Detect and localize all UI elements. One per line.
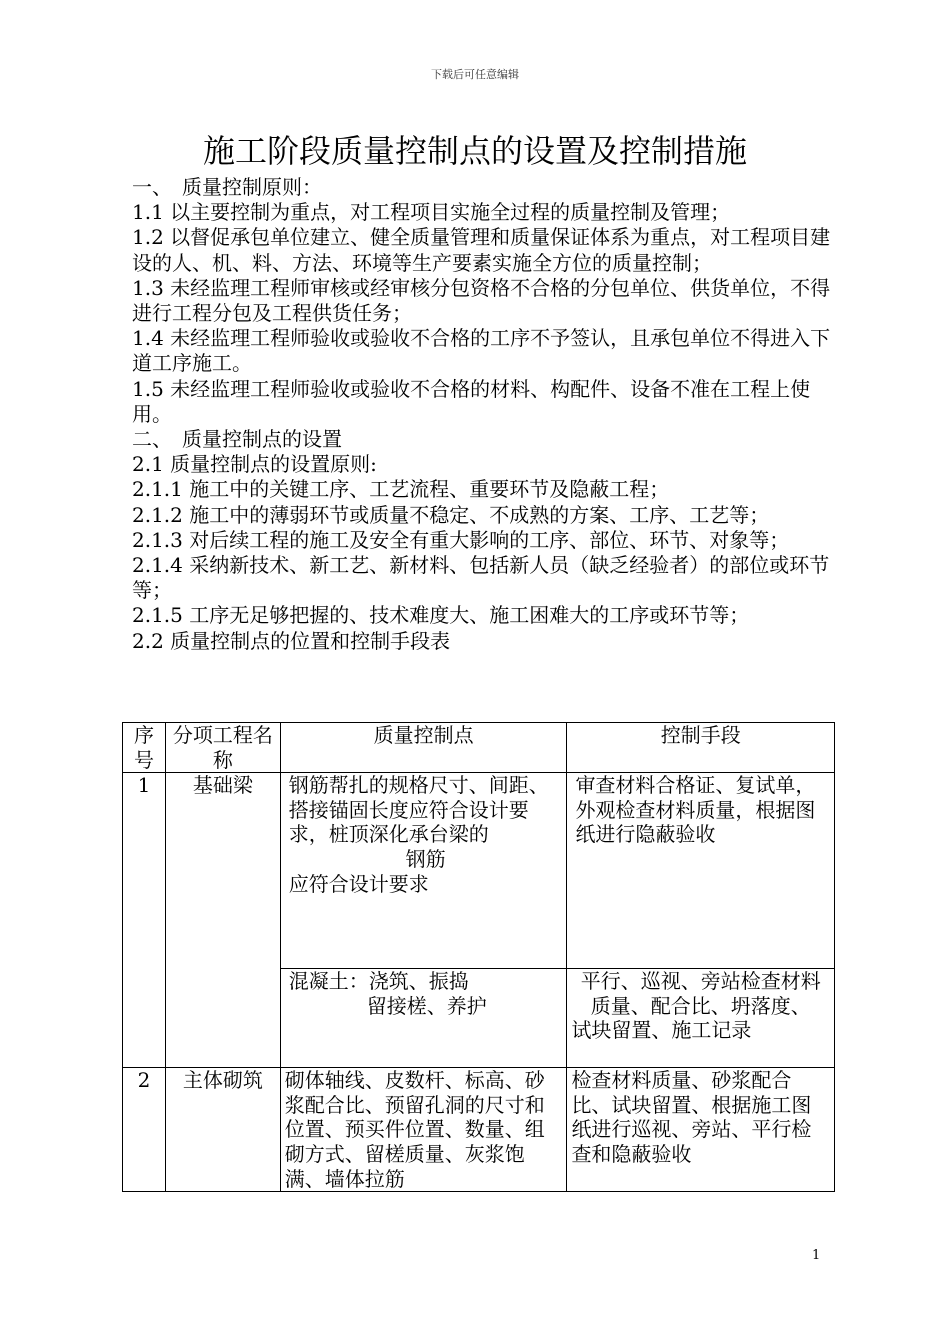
quality-control-table [122, 722, 835, 1192]
control-point-cell: 砌体轴线、皮数杆、标高、砂浆配合比、预留孔洞的尺寸和位置、预买件位置、数量、组砌方式、留槎质量、灰浆饱满、墙体拉筋 [280, 1068, 567, 1192]
paragraph: 2.1.5 工序无足够把握的、技术难度大、施工困难大的工序或环节等； [132, 603, 750, 628]
table-header-row [123, 723, 835, 773]
paragraph: 2.1.3 对后续工程的施工及安全有重大影响的工序、部位、环节、对象等； [132, 527, 790, 552]
control-means-cell [567, 969, 835, 1068]
paragraph: 1.5 未经监理工程师验收或验收不合格的材料、构配件、设备不准在工程上使用。 [132, 376, 811, 426]
paragraph: 2.1.4 采纳新技术、新工艺、新材料、包括新人员（缺乏经验者）的部位或环节等； [132, 553, 830, 603]
control-point-text: 钢筋 [405, 846, 446, 871]
paragraph: 2.2 质量控制点的位置和控制手段表 [132, 628, 451, 653]
section-heading: 二、 质量控制点的设置 [132, 427, 342, 452]
control-means-cell: 审查材料合格证、复试单，外观检查材料质量，根据图纸进行隐蔽验收 [567, 773, 835, 969]
page-number: 1 [812, 1248, 821, 1263]
paragraph: 2.1 质量控制点的设置原则: [132, 452, 377, 477]
control-point-cell [280, 773, 567, 969]
table-row [123, 773, 835, 969]
control-point-text: 留接槎、养护 [366, 993, 487, 1018]
control-means-cell: 检查材料质量、砂浆配合比、试块留置、根据施工图纸进行巡视、旁站、平行检查和隐蔽验收 [567, 1068, 835, 1192]
table-row [123, 1068, 835, 1192]
page-header: 下载后可任意编辑 [431, 68, 519, 81]
control-point-cell [280, 969, 567, 1068]
paragraph: 2.1.1 施工中的关键工序、工艺流程、重要环节及隐蔽工程； [132, 477, 670, 502]
column-header-means: 控制手段 [567, 723, 835, 773]
control-means-text: 试块留置、施工记录 [571, 1018, 752, 1043]
column-header-name: 分项工程名称 [165, 723, 280, 773]
row-no-cell: 1 [123, 773, 166, 1068]
control-means-text: 平行、巡视、旁站检查材料质量、配合比、坍落度、 [580, 969, 821, 1018]
paragraph: 1.3 未经监理工程师审核或经审核分包资格不合格的分包单位、供货单位，不得进行工程分包及工程供货任务； [132, 275, 831, 326]
document-title: 施工阶段质量控制点的设置及控制措施 [202, 132, 747, 170]
section-heading: 一、 质量控制原则： [132, 175, 322, 199]
column-header-point: 质量控制点 [280, 723, 567, 773]
control-point-text: 混凝土：浇筑、振捣 [288, 969, 469, 994]
column-header-no: 序号 [123, 723, 166, 773]
paragraph: 1.2 以督促承包单位建立、健全质量管理和质量保证体系为重点，对工程项目建设的人、机、料、方法、环境等生产要素实施全方位的质量控制； [132, 225, 831, 275]
paragraph: 1.1 以主要控制为重点，对工程项目实施全过程的质量控制及管理； [132, 200, 731, 225]
control-point-text: 应符合设计要求 [288, 871, 429, 896]
control-point-text: 钢筋帮扎的规格尺寸、间距、搭接锚固长度应符合设计要求，桩顶深化承台梁的 [288, 773, 549, 847]
paragraph: 1.4 未经监理工程师验收或验收不合格的工序不予签认，且承包单位不得进入下道工序施工。 [132, 326, 831, 376]
row-name-cell: 基础梁 [165, 773, 280, 1068]
paragraph: 2.1.2 施工中的薄弱环节或质量不稳定、不成熟的方案、工序、工艺等； [132, 502, 770, 527]
row-no-cell: 2 [123, 1068, 166, 1192]
document-body [132, 175, 832, 654]
row-name-cell: 主体砌筑 [165, 1068, 280, 1192]
